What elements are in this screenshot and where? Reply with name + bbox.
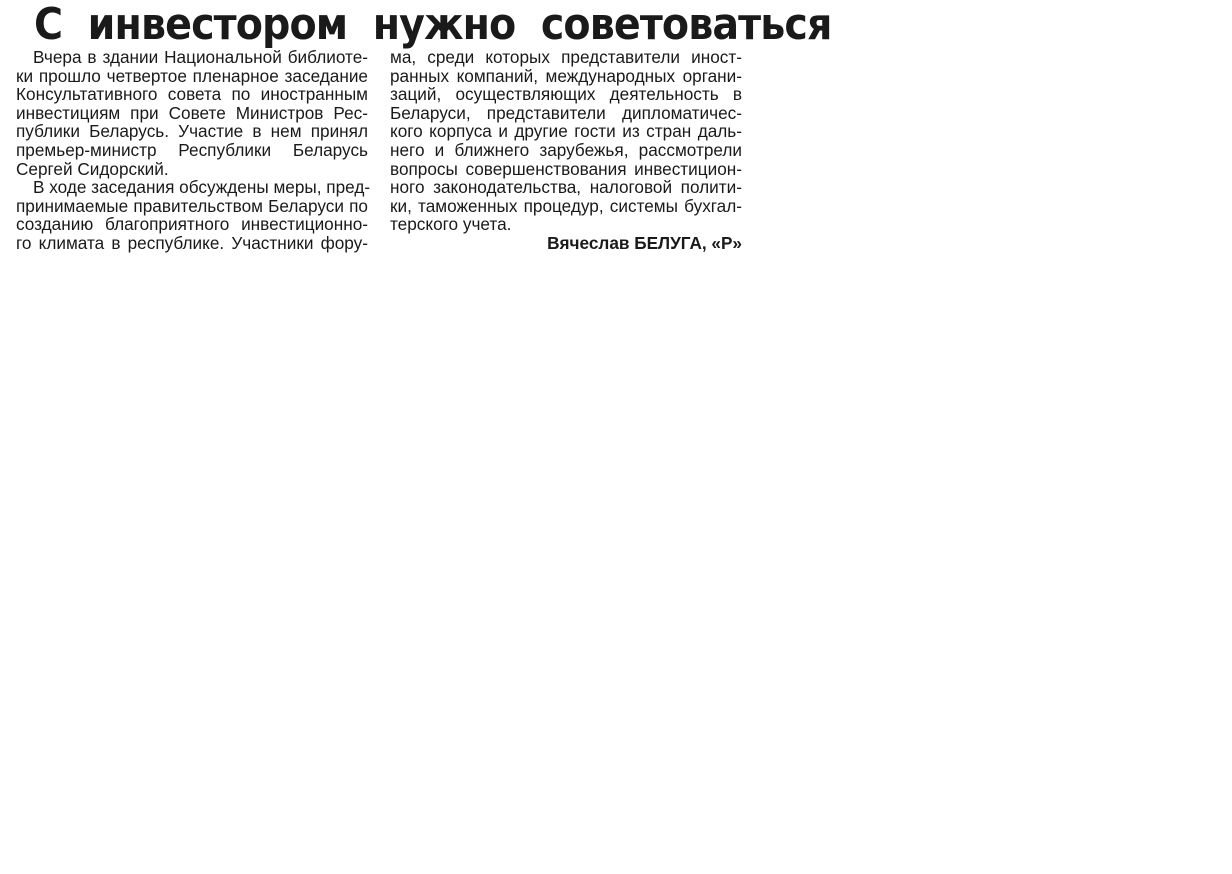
text-line: кого корпуса и другие гости из стран даль- [390, 121, 742, 142]
headline: С инвестором нужно советоваться [34, 0, 832, 50]
text-line: премьер-министр Республики Беларусь [16, 139, 368, 160]
text-line: терского учета. [390, 214, 512, 235]
text-line: принимаемые правительством Беларуси по [16, 195, 368, 216]
author-byline: Вячеслав БЕЛУГА, «Р» [547, 232, 742, 253]
text-line: Беларуси, представители дипломатичес- [390, 102, 742, 123]
text-line: ма, среди которых представители иност- [390, 47, 742, 67]
text-line: заций, осуществляющих деятельность в [390, 84, 742, 105]
text-line: В ходе заседания обсуждены меры, пред- [33, 177, 371, 198]
text-line: вопросы совершенствования инвестицион- [390, 158, 742, 179]
text-line: него и ближнего зарубежья, рассмотрели [390, 139, 742, 160]
left-column [16, 47, 371, 253]
right-column [390, 48, 742, 253]
text-line: ранных компаний, международных органи- [390, 65, 742, 86]
text-line: го климата в республике. Участники фору- [16, 232, 368, 253]
text-line: Консультативного совета по иностранным [16, 84, 368, 105]
text-line: ки, таможенных процедур, системы бухгал- [390, 195, 742, 216]
text-line: ного законодательства, налоговой полити- [390, 177, 742, 198]
text-line: ки прошло четвертое пленарное заседание [16, 65, 368, 86]
text-line: публики Беларусь. Участие в нем принял [16, 121, 368, 142]
text-line: созданию благоприятного инвестиционно- [16, 214, 368, 235]
text-line: инвестициям при Совете Министров Рес- [16, 102, 368, 123]
text-line: Вчера в здании Национальной библиоте- [33, 47, 368, 67]
text-line: Сергей Сидорский. [16, 158, 169, 179]
